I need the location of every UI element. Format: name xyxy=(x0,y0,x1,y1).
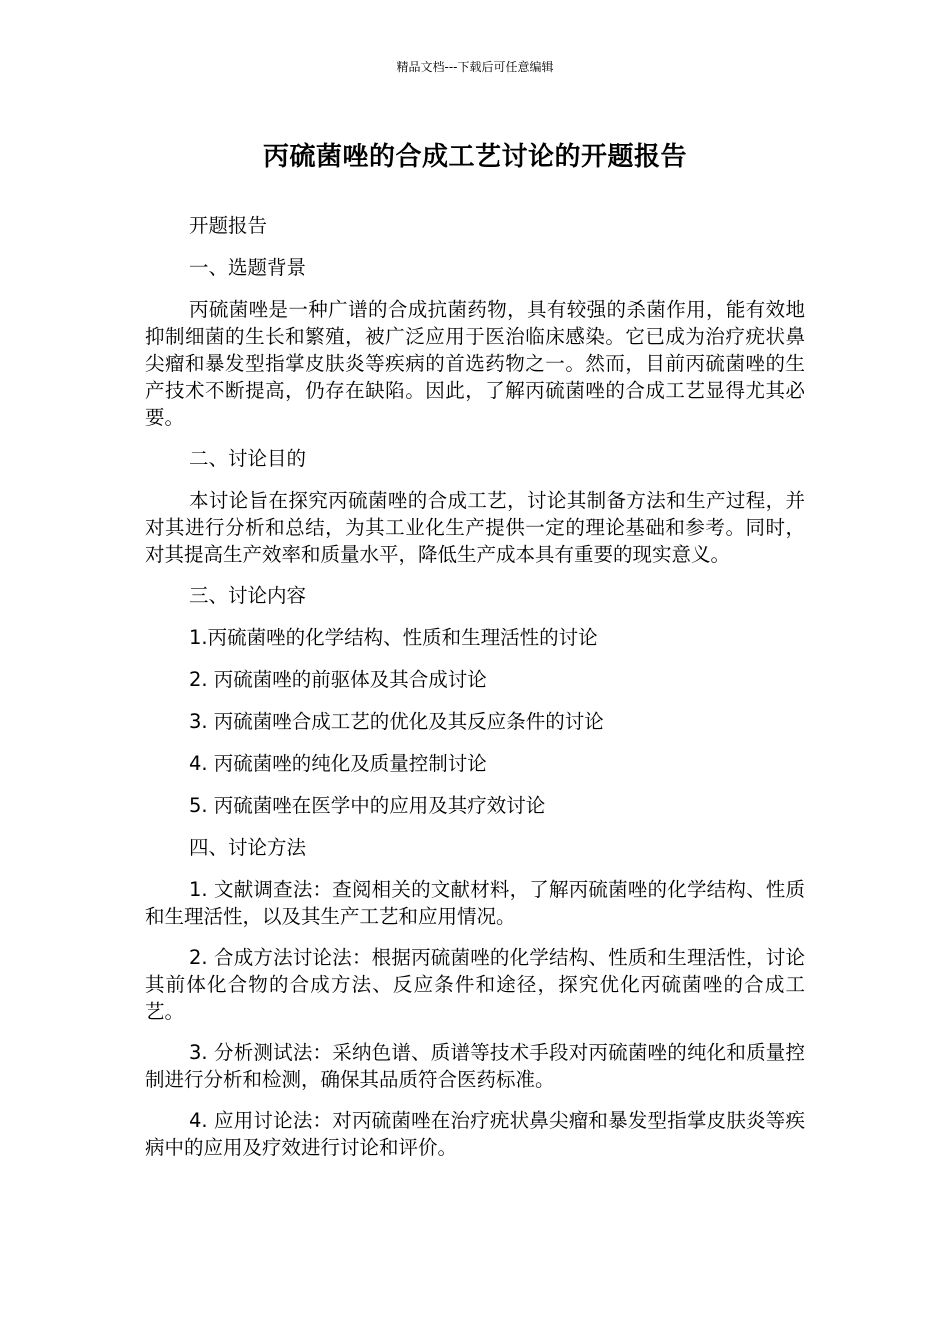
method-item-3: 3. 分析测试法：采纳色谱、质谱等技术手段对丙硫菌唑的纯化和质量控制进行分析和检测，确保其品质符合医药标准。 xyxy=(145,1041,805,1091)
section-heading-methods: 四、讨论方法 xyxy=(189,836,307,859)
method-item-4: 4. 应用讨论法：对丙硫菌唑在治疗疣状鼻尖瘤和暴发型指掌皮肤炎等疾病中的应用及疗效进行讨论和评价。 xyxy=(145,1109,805,1159)
section-heading-purpose: 二、讨论目的 xyxy=(189,447,307,470)
header-note: 精品文档---下载后可任意编辑 xyxy=(396,60,554,74)
content-item-5: 5. 丙硫菌唑在医学中的应用及其疗效讨论 xyxy=(189,794,546,817)
content-item-1: 1.丙硫菌唑的化学结构、性质和生理活性的讨论 xyxy=(189,626,598,649)
method-item-2: 2. 合成方法讨论法：根据丙硫菌唑的化学结构、性质和生理活性，讨论其前体化合物的合成方法、反应条件和途径，探究优化丙硫菌唑的合成工艺。 xyxy=(145,946,805,1023)
document-title: 丙硫菌唑的合成工艺讨论的开题报告 xyxy=(262,142,687,172)
content-item-3: 3. 丙硫菌唑合成工艺的优化及其反应条件的讨论 xyxy=(189,710,604,733)
document-body xyxy=(145,212,805,1175)
content-item-2: 2. 丙硫菌唑的前驱体及其合成讨论 xyxy=(189,668,487,691)
content-item-4: 4. 丙硫菌唑的纯化及质量控制讨论 xyxy=(189,752,487,775)
section-heading-content: 三、讨论内容 xyxy=(189,584,307,607)
section-heading-background: 一、选题背景 xyxy=(189,256,307,279)
paragraph-purpose: 本讨论旨在探究丙硫菌唑的合成工艺，讨论其制备方法和生产过程，并对其进行分析和总结，为其工业化生产提供一定的理论基础和参考。同时，对其提高生产效率和质量水平，降低生产成本具有重要的现实意义。 xyxy=(145,489,805,566)
paragraph-background: 丙硫菌唑是一种广谱的合成抗菌药物，具有较强的杀菌作用，能有效地抑制细菌的生长和繁殖，被广泛应用于医治临床感染。它已成为治疗疣状鼻尖瘤和暴发型指掌皮肤炎等疾病的首选药物之一。然而，目前丙硫菌唑的生产技术不断提高，仍存在缺陷。因此，了解丙硫菌唑的合成工艺显得尤其必要。 xyxy=(145,298,805,429)
method-item-1: 1. 文献调查法：查阅相关的文献材料，了解丙硫菌唑的化学结构、性质和生理活性，以及其生产工艺和应用情况。 xyxy=(145,878,805,928)
paragraph-report-label: 开题报告 xyxy=(189,214,268,237)
